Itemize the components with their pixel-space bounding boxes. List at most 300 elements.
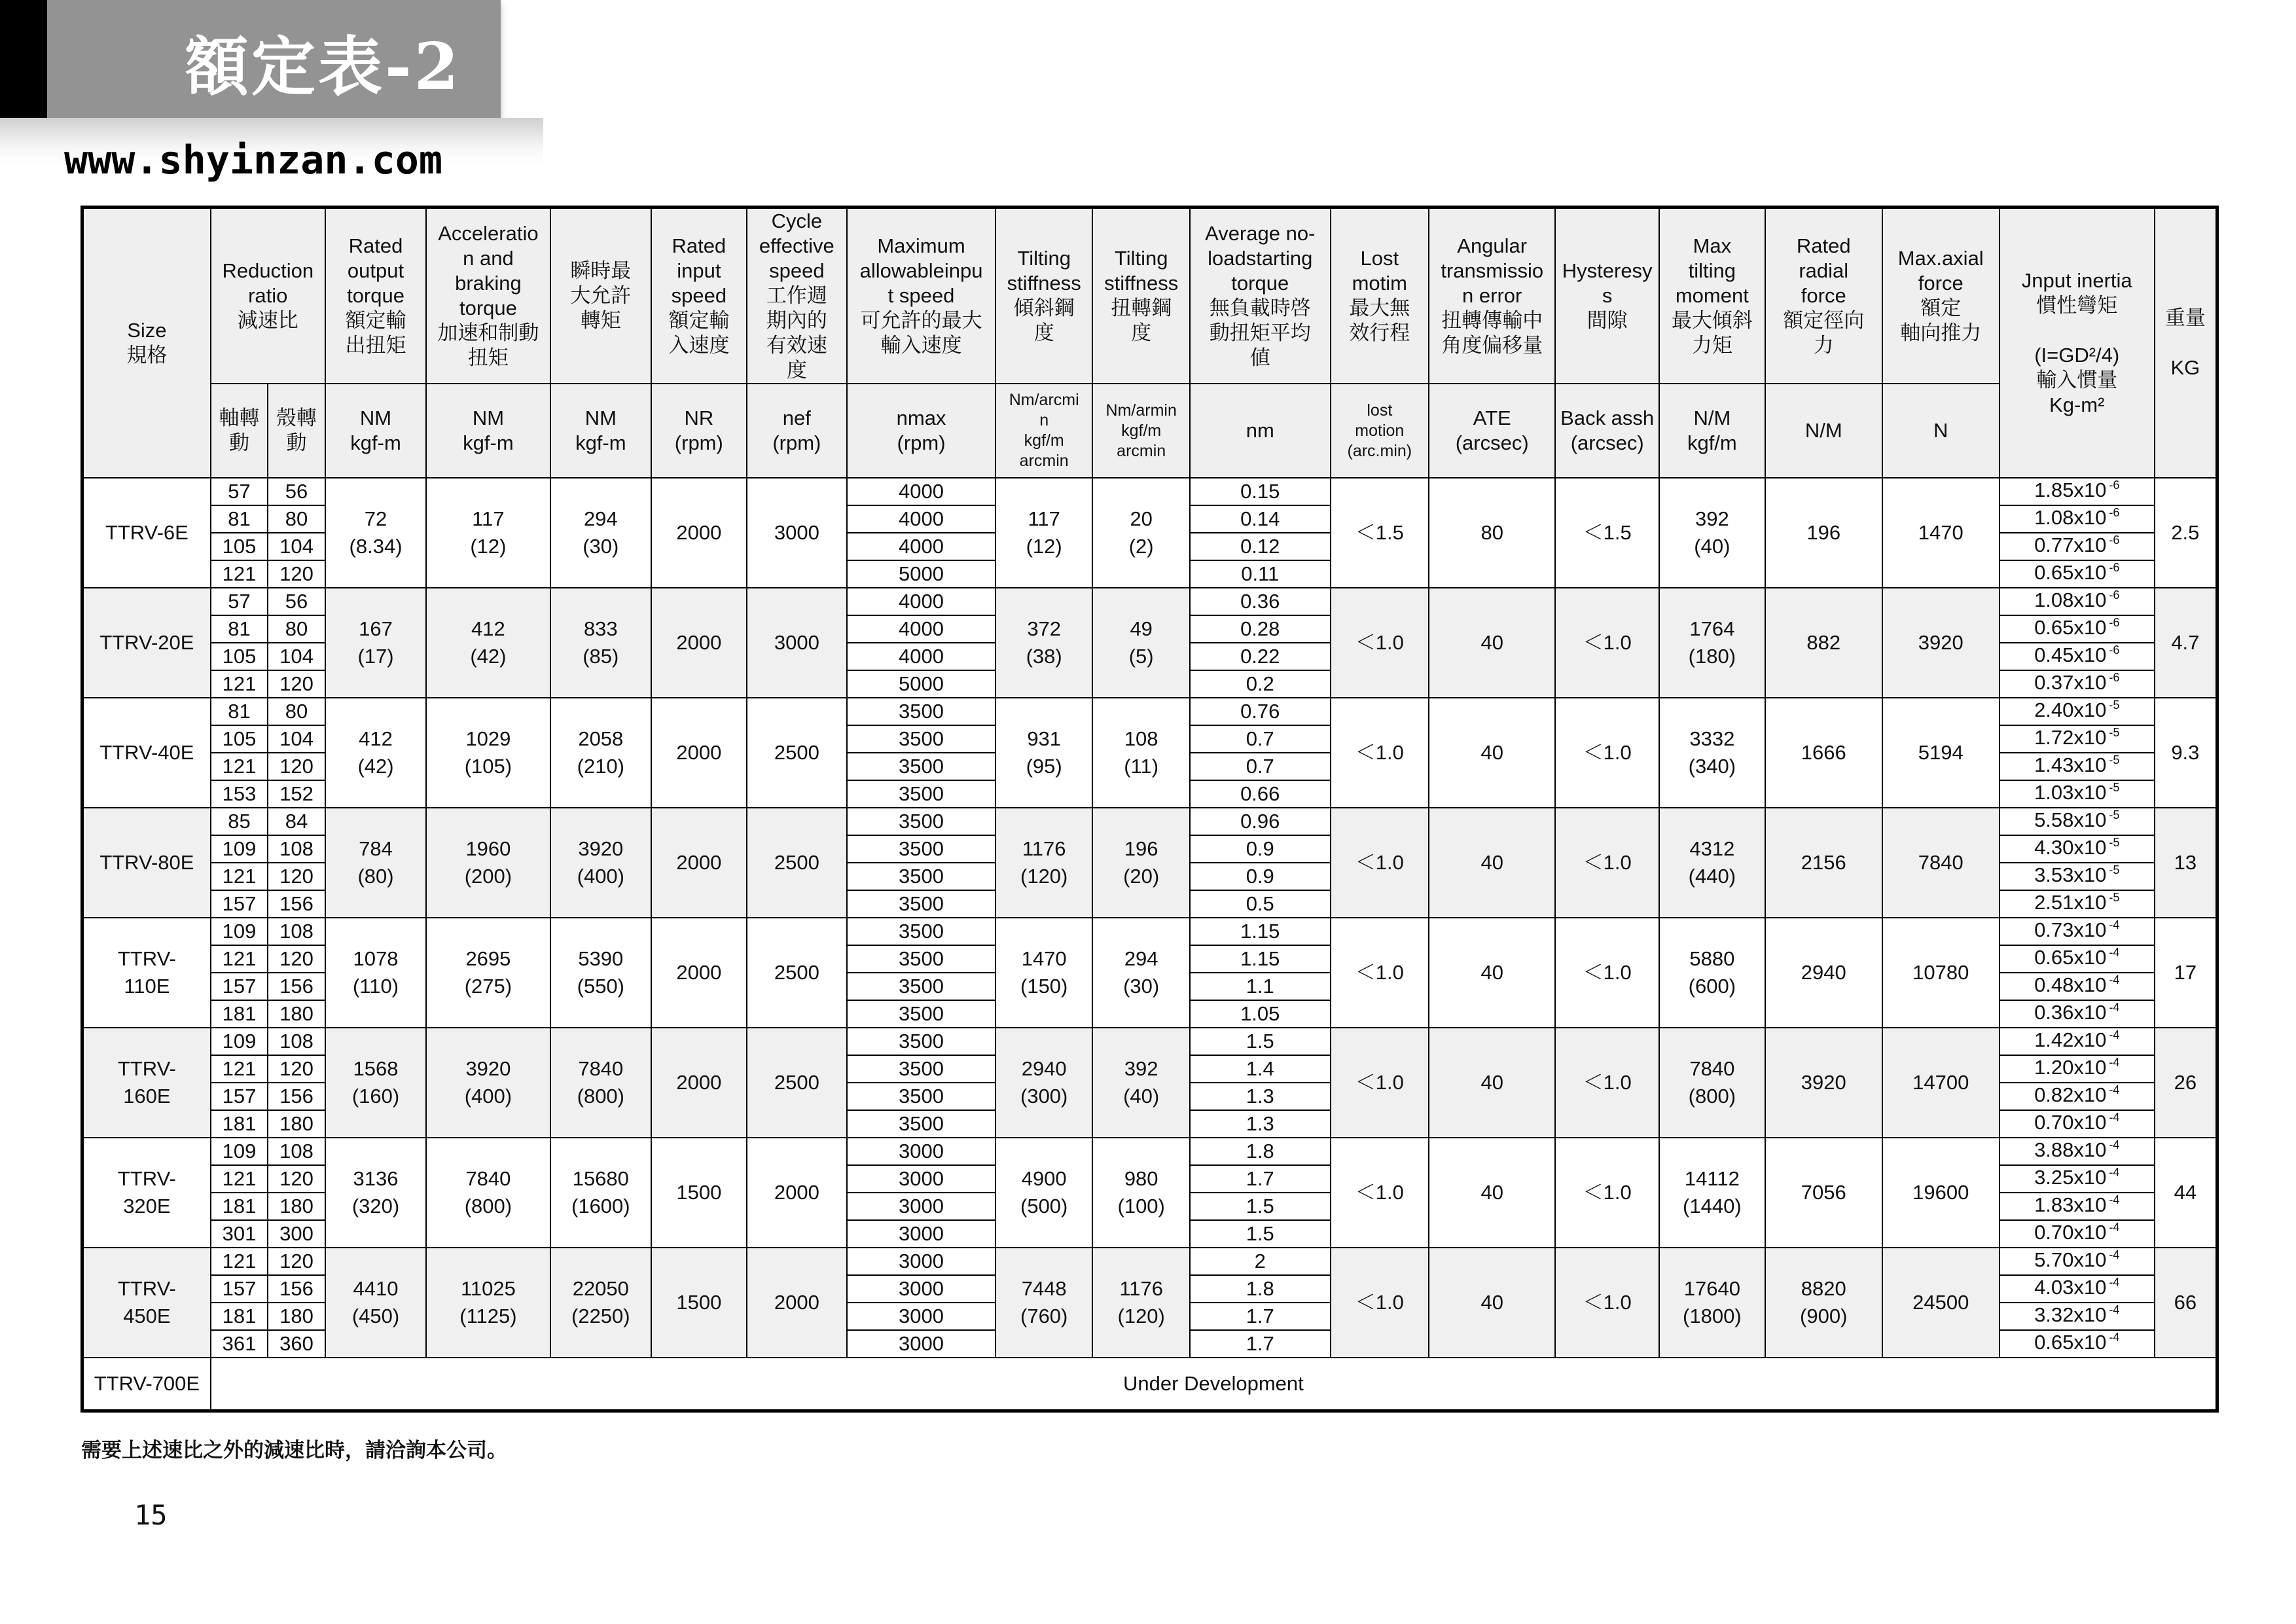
table-row: [82, 1028, 2217, 1055]
cell-inertia: [2000, 615, 2155, 643]
ratio-case: 104: [268, 643, 325, 670]
cell-rated-input: 2000: [651, 588, 746, 698]
cell-inertia: [2000, 588, 2155, 615]
cell-inertia: [2000, 1275, 2155, 1303]
ratio-case: 180: [268, 1303, 325, 1330]
cell-no-load-torque: 0.5: [1190, 890, 1331, 918]
cell-no-load-torque: 0.96: [1190, 808, 1331, 835]
cell-rated-input: 2000: [651, 478, 746, 588]
cell-axial: 3920: [1882, 588, 2000, 698]
cell-max-tilt: 392 (40): [1659, 478, 1765, 588]
cell-inertia: [2000, 478, 2155, 505]
cell-max-speed: 4000: [847, 478, 996, 505]
ratio-case: 108: [268, 835, 325, 863]
ratio-shaft: 109: [211, 918, 268, 945]
page-title: 額定表-2: [185, 29, 461, 105]
ratio-shaft: 57: [211, 588, 268, 615]
unit-instant: NM kgf-m: [550, 384, 652, 478]
inertia-mantissa: 3.53x10: [2034, 863, 2107, 886]
cell-max-speed: 5000: [847, 560, 996, 588]
cell-weight: 13: [2155, 808, 2217, 918]
cell-axial: 10780: [1882, 918, 2000, 1028]
inertia-exponent: -4: [2109, 973, 2120, 986]
inertia-mantissa: 0.77x10: [2034, 533, 2107, 556]
ratio-shaft: 361: [211, 1330, 268, 1358]
cell-max-speed: 3500: [847, 698, 996, 725]
cell-twist-stiff: 392 (40): [1092, 1028, 1190, 1138]
ratio-case: 80: [268, 615, 325, 643]
inertia-mantissa: 0.48x10: [2034, 973, 2107, 996]
inertia-mantissa: 0.36x10: [2034, 1001, 2107, 1024]
unit-angular: ATE (arcsec): [1429, 384, 1555, 478]
cell-radial: 2156: [1765, 808, 1882, 918]
ratio-shaft: 157: [211, 890, 268, 918]
ratio-shaft: 301: [211, 1220, 268, 1248]
cell-axial: 7840: [1882, 808, 2000, 918]
header-lost-motion: Lost motim 最大無 效行程: [1331, 208, 1429, 384]
ratio-case: 360: [268, 1330, 325, 1358]
cell-no-load-torque: 0.11: [1190, 560, 1331, 588]
ratio-shaft: 121: [211, 1248, 268, 1275]
inertia-mantissa: 1.43x10: [2034, 753, 2107, 776]
inertia-mantissa: 2.51x10: [2034, 891, 2107, 914]
cell-no-load-torque: 0.12: [1190, 533, 1331, 560]
inertia-mantissa: 3.25x10: [2034, 1166, 2107, 1189]
ratio-shaft: 121: [211, 753, 268, 780]
header-inertia: Jnput inertia 慣性彎矩 (I=GD²/4) 輸入慣量 Kg-m²: [2000, 208, 2155, 478]
inertia-exponent: -5: [2109, 863, 2120, 876]
inertia-mantissa: 0.70x10: [2034, 1221, 2107, 1244]
cell-no-load-torque: 0.7: [1190, 725, 1331, 753]
ratio-case: 56: [268, 478, 325, 505]
header-rated-output: Rated output torque 額定輸 出扭矩: [325, 208, 427, 384]
model-size: TTRV- 450E: [82, 1248, 211, 1358]
ratio-shaft: 157: [211, 1083, 268, 1110]
cell-rated-input: 1500: [651, 1248, 746, 1358]
model-size: TTRV-20E: [82, 588, 211, 698]
cell-max-speed: 3500: [847, 1055, 996, 1083]
header-max-speed: Maximum allowableinpu t speed 可允許的最大 輸入速度: [847, 208, 996, 384]
inertia-mantissa: 4.30x10: [2034, 836, 2107, 859]
cell-max-speed: 3500: [847, 725, 996, 753]
model-size: TTRV- 320E: [82, 1138, 211, 1248]
ratio-case: 104: [268, 533, 325, 560]
ratio-shaft: 105: [211, 643, 268, 670]
inertia-exponent: -5: [2109, 698, 2120, 712]
inertia-mantissa: 3.88x10: [2034, 1138, 2107, 1161]
cell-radial: 882: [1765, 588, 1882, 698]
inertia-mantissa: 1.83x10: [2034, 1193, 2107, 1216]
cell-weight: 44: [2155, 1138, 2217, 1248]
inertia-mantissa: 1.03x10: [2034, 781, 2107, 804]
development-status: Under Development: [211, 1358, 2217, 1411]
cell-no-load-torque: 0.9: [1190, 835, 1331, 863]
cell-twist-stiff: 49 (5): [1092, 588, 1190, 698]
ratio-case: 120: [268, 1248, 325, 1275]
cell-inertia: [2000, 890, 2155, 918]
cell-inertia: [2000, 808, 2155, 835]
inertia-mantissa: 1.72x10: [2034, 726, 2107, 749]
ratio-shaft: 181: [211, 1193, 268, 1220]
cell-rated-output: 412 (42): [325, 698, 427, 808]
cell-weight: 66: [2155, 1248, 2217, 1358]
cell-accel: 3920 (400): [426, 1028, 550, 1138]
inertia-exponent: -4: [2109, 946, 2120, 959]
inertia-mantissa: 1.20x10: [2034, 1056, 2107, 1079]
ratio-case: 108: [268, 918, 325, 945]
cell-weight: 2.5: [2155, 478, 2217, 588]
cell-angular: 40: [1429, 1138, 1555, 1248]
header-twist-stiff: Tilting stiffness 扭轉鋼 度: [1092, 208, 1190, 384]
cell-max-tilt: 4312 (440): [1659, 808, 1765, 918]
inertia-exponent: -6: [2109, 671, 2120, 684]
cell-no-load-torque: 1.1: [1190, 973, 1331, 1000]
inertia-exponent: -5: [2109, 836, 2120, 849]
cell-lost-motion: ＜1.0: [1331, 1248, 1429, 1358]
model-size: TTRV- 160E: [82, 1028, 211, 1138]
header-instant: 瞬時最 大允許 轉矩: [550, 208, 652, 384]
header-row-labels: [82, 208, 2217, 384]
cell-lost-motion: ＜1.0: [1331, 698, 1429, 808]
table-row: [82, 808, 2217, 835]
cell-max-speed: 3000: [847, 1330, 996, 1358]
cell-lost-motion: ＜1.0: [1331, 1138, 1429, 1248]
cell-no-load-torque: 0.2: [1190, 670, 1331, 698]
cell-cycle: 2500: [747, 1028, 848, 1138]
cell-no-load-torque: 1.5: [1190, 1193, 1331, 1220]
unit-case-rotation: 殼轉動: [268, 384, 325, 478]
inertia-exponent: -4: [2109, 1138, 2120, 1151]
cell-max-speed: 3000: [847, 1193, 996, 1220]
cell-inertia: [2000, 1330, 2155, 1358]
cell-hysteresis: ＜1.0: [1555, 1138, 1659, 1248]
cell-inertia: [2000, 1193, 2155, 1220]
ratio-shaft: 57: [211, 478, 268, 505]
cell-max-speed: 3500: [847, 918, 996, 945]
cell-no-load-torque: 1.5: [1190, 1028, 1331, 1055]
cell-no-load-torque: 1.3: [1190, 1083, 1331, 1110]
ratio-shaft: 105: [211, 533, 268, 560]
cell-max-speed: 4000: [847, 588, 996, 615]
cell-cycle: 3000: [747, 478, 848, 588]
table-row: [82, 478, 2217, 505]
ratio-shaft: 153: [211, 780, 268, 808]
cell-no-load-torque: 1.3: [1190, 1110, 1331, 1138]
cell-max-speed: 3500: [847, 1083, 996, 1110]
ratio-shaft: 105: [211, 725, 268, 753]
cell-tilt-stiff: 2940 (300): [996, 1028, 1093, 1138]
header-angular: Angular transmissio n error 扭轉傳輸中 角度偏移量: [1429, 208, 1555, 384]
unit-rated-output: NM kgf-m: [325, 384, 427, 478]
cell-inertia: [2000, 753, 2155, 780]
ratio-shaft: 81: [211, 505, 268, 533]
unit-no-load: nm: [1190, 384, 1331, 478]
cell-max-speed: 4000: [847, 533, 996, 560]
cell-inertia: [2000, 1083, 2155, 1110]
ratio-case: 120: [268, 753, 325, 780]
model-size-700e: TTRV-700E: [82, 1358, 211, 1411]
cell-accel: 412 (42): [426, 588, 550, 698]
inertia-mantissa: 0.70x10: [2034, 1111, 2107, 1134]
cell-angular: 40: [1429, 698, 1555, 808]
cell-max-tilt: 7840 (800): [1659, 1028, 1765, 1138]
cell-axial: 1470: [1882, 478, 2000, 588]
ratio-case: 120: [268, 945, 325, 973]
cell-tilt-stiff: 1470 (150): [996, 918, 1093, 1028]
cell-rated-input: 2000: [651, 918, 746, 1028]
cell-max-speed: 3500: [847, 973, 996, 1000]
cell-inertia: [2000, 698, 2155, 725]
cell-no-load-torque: 1.05: [1190, 1000, 1331, 1028]
cell-inertia: [2000, 725, 2155, 753]
header-reduction: Reduction ratio 減速比: [211, 208, 325, 384]
cell-no-load-torque: 1.7: [1190, 1165, 1331, 1193]
cell-hysteresis: ＜1.0: [1555, 918, 1659, 1028]
inertia-exponent: -4: [2109, 1276, 2120, 1289]
inertia-mantissa: 0.65x10: [2034, 561, 2107, 584]
cell-instant: 7840 (800): [550, 1028, 652, 1138]
cell-max-speed: 4000: [847, 615, 996, 643]
cell-radial: 8820 (900): [1765, 1248, 1882, 1358]
header-black-tab: [0, 0, 47, 118]
cell-max-speed: 3500: [847, 835, 996, 863]
cell-max-speed: 3500: [847, 945, 996, 973]
inertia-exponent: -4: [2109, 1083, 2120, 1096]
cell-cycle: 2500: [747, 918, 848, 1028]
cell-lost-motion: ＜1.5: [1331, 478, 1429, 588]
ratio-case: 108: [268, 1138, 325, 1165]
cell-rated-output: 3136 (320): [325, 1138, 427, 1248]
table-row: [82, 698, 2217, 725]
cell-accel: 7840 (800): [426, 1138, 550, 1248]
website-url: www.shyinzan.com: [64, 137, 442, 183]
cell-max-speed: 3500: [847, 780, 996, 808]
ratio-case: 180: [268, 1110, 325, 1138]
cell-max-speed: 3000: [847, 1165, 996, 1193]
cell-radial: 1666: [1765, 698, 1882, 808]
cell-hysteresis: ＜1.0: [1555, 1248, 1659, 1358]
inertia-exponent: -4: [2109, 1248, 2120, 1261]
inertia-mantissa: 0.45x10: [2034, 643, 2107, 666]
ratio-shaft: 157: [211, 1275, 268, 1303]
cell-axial: 14700: [1882, 1028, 2000, 1138]
cell-axial: 5194: [1882, 698, 2000, 808]
cell-max-tilt: 14112 (1440): [1659, 1138, 1765, 1248]
inertia-exponent: -6: [2109, 561, 2120, 574]
cell-radial: 3920: [1765, 1028, 1882, 1138]
cell-no-load-torque: 0.7: [1190, 753, 1331, 780]
unit-rated-input: NR (rpm): [651, 384, 746, 478]
unit-cycle: nef (rpm): [747, 384, 848, 478]
cell-tilt-stiff: 7448 (760): [996, 1248, 1093, 1358]
header-accel: Acceleratio n and braking torque 加速和制動 扭矩: [426, 208, 550, 384]
cell-rated-input: 2000: [651, 698, 746, 808]
cell-tilt-stiff: 372 (38): [996, 588, 1093, 698]
cell-hysteresis: ＜1.0: [1555, 588, 1659, 698]
ratio-case: 156: [268, 1275, 325, 1303]
inertia-exponent: -5: [2109, 781, 2120, 794]
cell-cycle: 2000: [747, 1248, 848, 1358]
cell-no-load-torque: 2: [1190, 1248, 1331, 1275]
cell-max-tilt: 3332 (340): [1659, 698, 1765, 808]
cell-max-speed: 3000: [847, 1220, 996, 1248]
header-hysteresis: Hysteresy s 間隙: [1555, 208, 1659, 384]
cell-no-load-torque: 0.14: [1190, 505, 1331, 533]
table-row: [82, 588, 2217, 615]
cell-twist-stiff: 294 (30): [1092, 918, 1190, 1028]
header-radial: Rated radial force 額定徑向 力: [1765, 208, 1882, 384]
ratio-case: 84: [268, 808, 325, 835]
inertia-exponent: -6: [2109, 506, 2120, 519]
unit-shaft-rotation: 軸轉動: [211, 384, 268, 478]
unit-accel: NM kgf-m: [426, 384, 550, 478]
cell-inertia: [2000, 1138, 2155, 1165]
cell-cycle: 3000: [747, 588, 848, 698]
cell-axial: 24500: [1882, 1248, 2000, 1358]
cell-inertia: [2000, 945, 2155, 973]
cell-cycle: 2000: [747, 1138, 848, 1248]
inertia-exponent: -6: [2109, 643, 2120, 657]
cell-accel: 1029 (105): [426, 698, 550, 808]
inertia-mantissa: 5.70x10: [2034, 1248, 2107, 1271]
cell-rated-input: 2000: [651, 1028, 746, 1138]
ratio-shaft: 181: [211, 1000, 268, 1028]
inertia-exponent: -4: [2109, 1331, 2120, 1344]
model-size: TTRV-40E: [82, 698, 211, 808]
unit-axial: N: [1882, 384, 2000, 478]
header-weight: 重量 KG: [2155, 208, 2217, 478]
cell-accel: 117 (12): [426, 478, 550, 588]
table-row: [82, 918, 2217, 945]
table-row-development: [82, 1358, 2217, 1411]
cell-hysteresis: ＜1.0: [1555, 808, 1659, 918]
cell-twist-stiff: 20 (2): [1092, 478, 1190, 588]
inertia-mantissa: 0.65x10: [2034, 946, 2107, 969]
ratio-case: 80: [268, 505, 325, 533]
cell-no-load-torque: 0.15: [1190, 478, 1331, 505]
ratio-case: 152: [268, 780, 325, 808]
rating-table-wrapper: [81, 206, 2219, 1413]
ratio-shaft: 121: [211, 1055, 268, 1083]
cell-angular: 40: [1429, 918, 1555, 1028]
cell-no-load-torque: 1.5: [1190, 1220, 1331, 1248]
footer-note: 需要上述速比之外的減速比時，請洽詢本公司。: [81, 1439, 507, 1462]
ratio-shaft: 109: [211, 1028, 268, 1055]
inertia-exponent: -4: [2109, 1028, 2120, 1041]
cell-max-speed: 3000: [847, 1303, 996, 1330]
inertia-exponent: -6: [2109, 478, 2120, 492]
cell-max-speed: 4000: [847, 505, 996, 533]
inertia-exponent: -6: [2109, 588, 2120, 602]
cell-tilt-stiff: 4900 (500): [996, 1138, 1093, 1248]
ratio-case: 56: [268, 588, 325, 615]
ratio-shaft: 121: [211, 945, 268, 973]
ratio-shaft: 109: [211, 835, 268, 863]
ratio-shaft: 81: [211, 615, 268, 643]
inertia-mantissa: 1.42x10: [2034, 1028, 2107, 1051]
cell-hysteresis: ＜1.5: [1555, 478, 1659, 588]
ratio-case: 120: [268, 1055, 325, 1083]
inertia-exponent: -4: [2109, 918, 2120, 931]
ratio-case: 180: [268, 1193, 325, 1220]
cell-weight: 9.3: [2155, 698, 2217, 808]
cell-no-load-torque: 1.4: [1190, 1055, 1331, 1083]
cell-inertia: [2000, 643, 2155, 670]
cell-inertia: [2000, 1248, 2155, 1275]
inertia-exponent: -4: [2109, 1056, 2120, 1069]
cell-accel: 2695 (275): [426, 918, 550, 1028]
cell-inertia: [2000, 918, 2155, 945]
ratio-shaft: 157: [211, 973, 268, 1000]
ratio-case: 104: [268, 725, 325, 753]
inertia-exponent: -4: [2109, 1221, 2120, 1234]
cell-tilt-stiff: 1176 (120): [996, 808, 1093, 918]
cell-max-tilt: 5880 (600): [1659, 918, 1765, 1028]
cell-tilt-stiff: 931 (95): [996, 698, 1093, 808]
ratio-case: 120: [268, 863, 325, 890]
ratio-case: 300: [268, 1220, 325, 1248]
unit-radial: N/M: [1765, 384, 1882, 478]
cell-inertia: [2000, 1055, 2155, 1083]
cell-no-load-torque: 1.15: [1190, 918, 1331, 945]
ratio-case: 156: [268, 890, 325, 918]
inertia-exponent: -6: [2109, 533, 2120, 547]
table-row: [82, 1248, 2217, 1275]
unit-tilt-stiff: Nm/arcmi n kgf/m arcmin: [996, 384, 1093, 478]
cell-angular: 40: [1429, 808, 1555, 918]
model-size: TTRV-6E: [82, 478, 211, 588]
cell-rated-output: 1568 (160): [325, 1028, 427, 1138]
inertia-mantissa: 1.85x10: [2034, 478, 2107, 501]
cell-twist-stiff: 196 (20): [1092, 808, 1190, 918]
cell-weight: 4.7: [2155, 588, 2217, 698]
cell-instant: 5390 (550): [550, 918, 652, 1028]
ratio-shaft: 109: [211, 1138, 268, 1165]
inertia-exponent: -5: [2109, 891, 2120, 904]
cell-inertia: [2000, 1303, 2155, 1330]
inertia-mantissa: 3.32x10: [2034, 1303, 2107, 1326]
inertia-mantissa: 0.65x10: [2034, 1331, 2107, 1354]
cell-no-load-torque: 1.7: [1190, 1303, 1331, 1330]
cell-lost-motion: ＜1.0: [1331, 588, 1429, 698]
ratio-shaft: 121: [211, 560, 268, 588]
ratio-case: 120: [268, 1165, 325, 1193]
cell-instant: 3920 (400): [550, 808, 652, 918]
inertia-exponent: -6: [2109, 616, 2120, 629]
cell-cycle: 2500: [747, 698, 848, 808]
cell-no-load-torque: 1.8: [1190, 1275, 1331, 1303]
cell-lost-motion: ＜1.0: [1331, 808, 1429, 918]
ratio-shaft: 181: [211, 1303, 268, 1330]
ratio-case: 156: [268, 1083, 325, 1110]
cell-max-speed: 3500: [847, 1028, 996, 1055]
ratio-shaft: 121: [211, 1165, 268, 1193]
cell-twist-stiff: 108 (11): [1092, 698, 1190, 808]
ratio-case: 120: [268, 560, 325, 588]
cell-weight: 26: [2155, 1028, 2217, 1138]
cell-no-load-torque: 0.28: [1190, 615, 1331, 643]
cell-no-load-torque: 1.7: [1190, 1330, 1331, 1358]
rating-table: [81, 206, 2219, 1413]
cell-max-speed: 3000: [847, 1248, 996, 1275]
cell-rated-input: 1500: [651, 1138, 746, 1248]
inertia-exponent: -4: [2109, 1001, 2120, 1014]
inertia-mantissa: 0.65x10: [2034, 616, 2107, 639]
header-tilt-stiff: Tilting stiffness 傾斜鋼 度: [996, 208, 1093, 384]
cell-inertia: [2000, 835, 2155, 863]
cell-inertia: [2000, 670, 2155, 698]
cell-max-tilt: 17640 (1800): [1659, 1248, 1765, 1358]
